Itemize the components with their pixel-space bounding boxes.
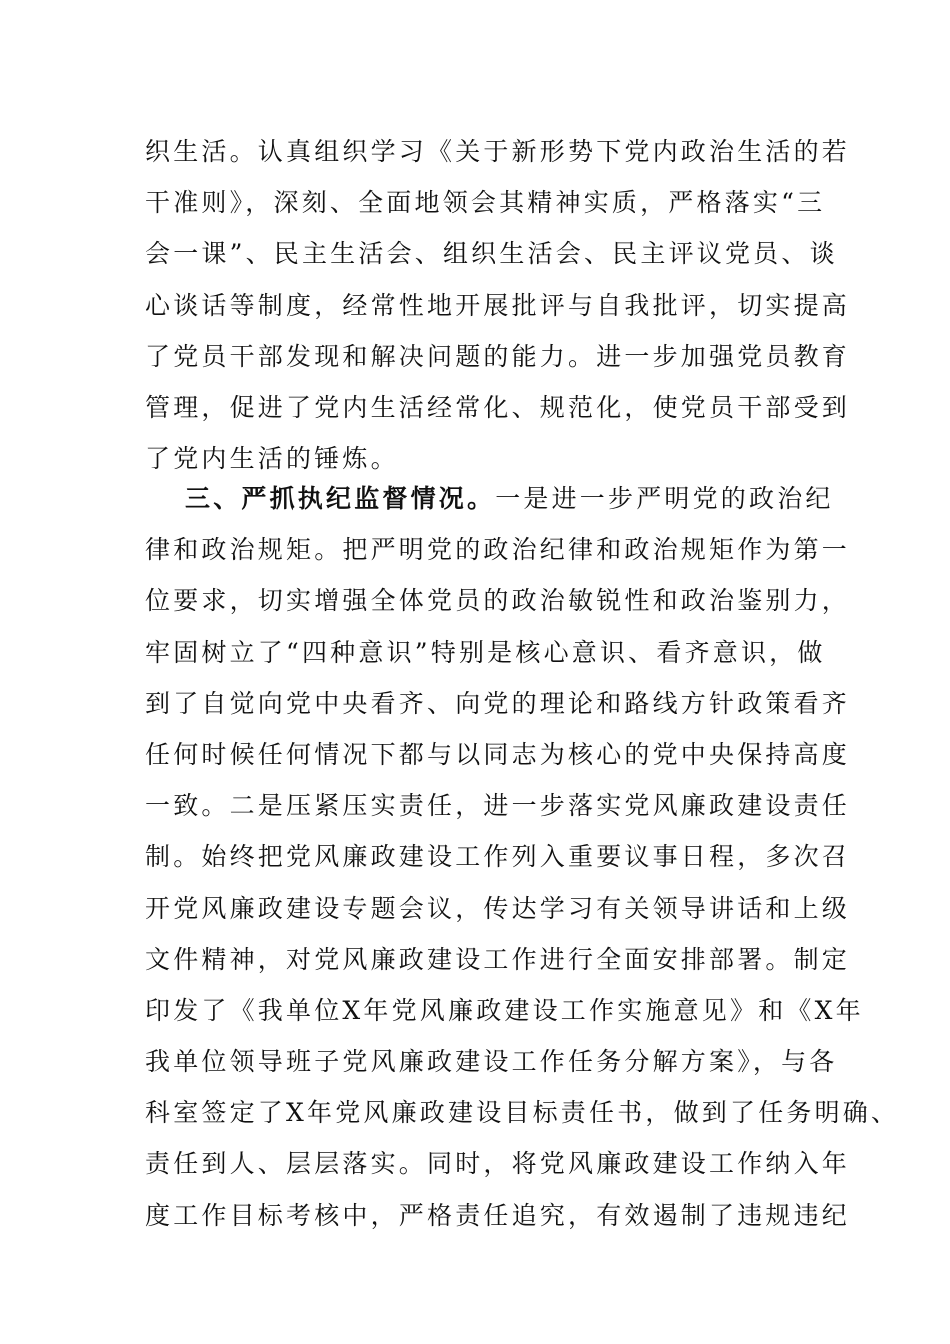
paragraph-line-rest: 一是进一步严明党的政治纪 (495, 484, 834, 513)
paragraph-line: 我单位领导班子党风廉政建设工作任务分解方案》，与各 (145, 1047, 838, 1077)
paragraph-party-life (145, 126, 851, 484)
paragraph-line: 印发了《我单位X年党风廉政建设工作实施意见》和《X年 (145, 995, 864, 1025)
paragraph-line: 了党员干部发现和解决问题的能力。进一步加强党员教育 (145, 341, 851, 371)
paragraph-line: 到了自觉向党中央看齐、向党的理论和路线方针政策看齐 (145, 688, 851, 718)
paragraph-line: 管理，促进了党内生活经常化、规范化，使党员干部受到 (145, 392, 851, 422)
section-heading: 三、严抓执纪监督情况。 (185, 484, 496, 513)
paragraph-line: 心谈话等制度，经常性地开展批评与自我批评，切实提高 (145, 290, 851, 320)
paragraph-line: 位要求，切实增强全体党员的政治敏锐性和政治鉴别力， (145, 586, 851, 616)
paragraph-first-line (145, 473, 845, 524)
paragraph-line: 干准则》，深刻、全面地领会其精神实质，严格落实“三 (145, 188, 826, 218)
paragraph-line: 任何时候任何情况下都与以同志为核心的党中央保持高度 (145, 739, 851, 769)
paragraph-discipline-supervision (145, 473, 900, 1241)
paragraph-line: 一致。二是压紧压实责任，进一步落实党风廉政建设责任 (145, 791, 851, 821)
paragraph-line: 律和政治规矩。把严明党的政治纪律和政治规矩作为第一 (145, 535, 851, 565)
paragraph-line: 牢固树立了“四种意识”特别是核心意识、看齐意识，做 (145, 637, 826, 667)
paragraph-line: 科室签定了X年党风廉政建设目标责任书，做到了任务明确、 (145, 1098, 900, 1128)
paragraph-line: 度工作目标考核中，严格责任追究，有效遏制了违规违纪 (145, 1200, 851, 1230)
paragraph-line: 文件精神，对党风廉政建设工作进行全面安排部署。制定 (145, 944, 851, 974)
paragraph-line: 制。始终把党风廉政建设工作列入重要议事日程，多次召 (145, 842, 851, 872)
paragraph-line: 了党内生活的锤炼。 (145, 444, 399, 474)
paragraph-line: 会一课”、民主生活会、组织生活会、民主评议党员、谈 (145, 239, 838, 269)
paragraph-line: 织生活。认真组织学习《关于新形势下党内政治生活的若 (145, 137, 851, 166)
paragraph-line: 开党风廉政建设专题会议，传达学习有关领导讲话和上级 (145, 893, 851, 923)
paragraph-line: 责任到人、层层落实。同时，将党风廉政建设工作纳入年 (145, 1149, 851, 1179)
